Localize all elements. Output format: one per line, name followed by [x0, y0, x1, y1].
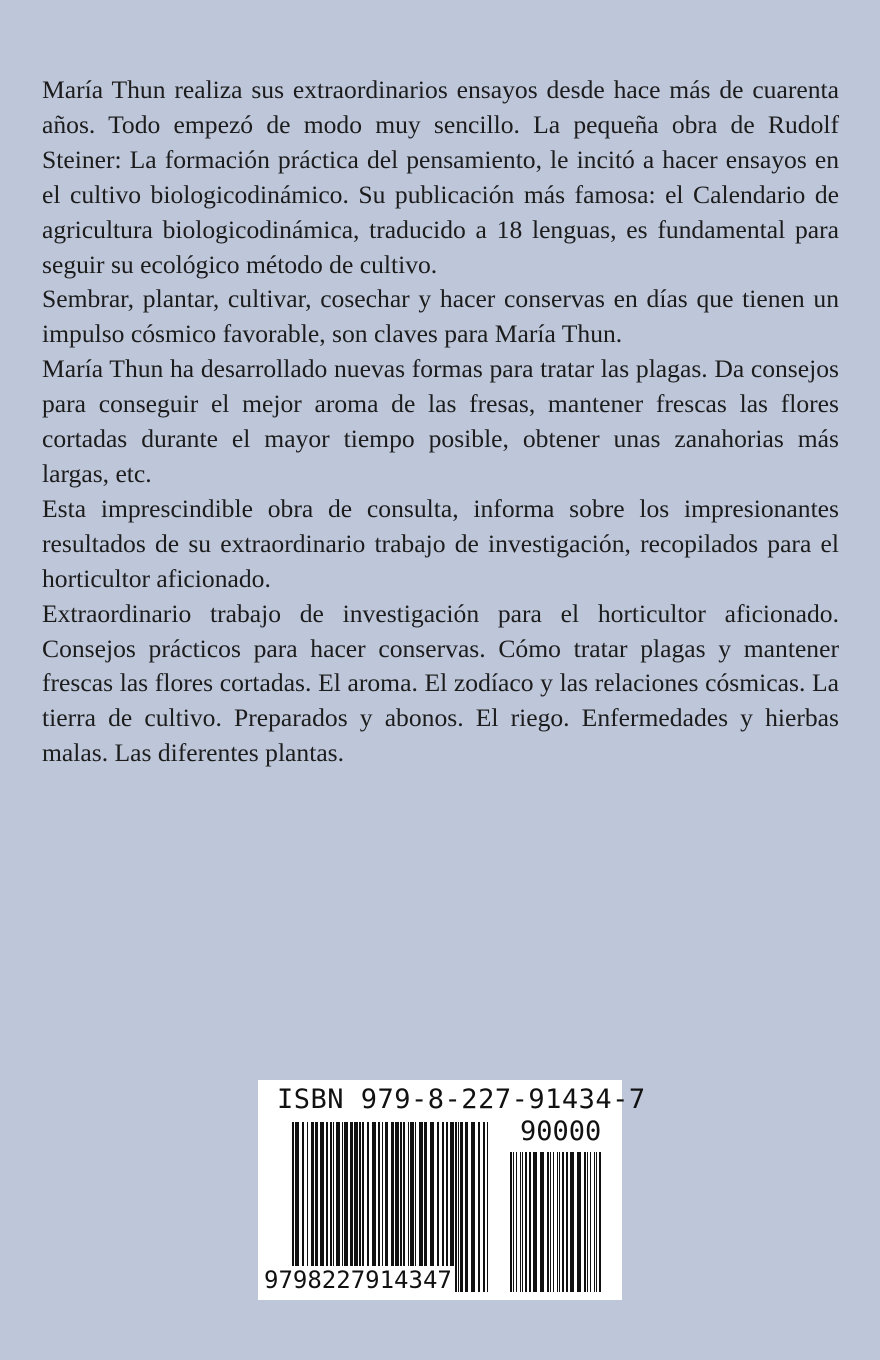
price-barcode-bar	[516, 1152, 517, 1292]
main-barcode-bar	[465, 1122, 468, 1292]
price-barcode-bar	[533, 1152, 537, 1292]
price-barcode-bar	[547, 1152, 549, 1292]
main-barcode-bar	[455, 1122, 457, 1292]
main-barcode-bar	[458, 1122, 459, 1292]
main-barcode-bar	[487, 1122, 488, 1292]
price-barcode-bar	[550, 1152, 551, 1292]
price-barcode-bar	[594, 1152, 595, 1292]
price-barcode-bar	[570, 1152, 574, 1292]
price-barcode-bar	[522, 1152, 523, 1292]
price-barcode-bar	[520, 1152, 521, 1292]
price-barcode-bar	[559, 1152, 560, 1292]
description-paragraph-2: Sembrar, plantar, cultivar, cosechar y hacer conservas en días que tienen un impulso cósmico favorable, son claves para María Thun.	[42, 284, 839, 349]
back-cover-description	[42, 73, 839, 771]
description-paragraph-3: María Thun ha desarrollado nuevas formas para tratar las plagas. Da consejos para conseguir el mejor aroma de las fresas, mantener frescas las flores cortadas durante el mayor tiempo posible, obtener unas zanahorias más largas, etc.	[42, 354, 839, 488]
price-barcode-bar	[584, 1152, 586, 1292]
isbn-label: ISBN 979-8-227-91434-7	[277, 1084, 646, 1115]
price-barcode-bar	[596, 1152, 597, 1292]
price-barcode-bar	[553, 1152, 554, 1292]
price-barcode-bar	[557, 1152, 558, 1292]
price-barcode-bar	[590, 1152, 591, 1292]
description-paragraph-4: Esta imprescindible obra de consulta, informa sobre los impresionantes resultados de su extraordinario trabajo de investigación, recopilados para el horticultor aficionado.	[42, 493, 839, 593]
main-barcode-bar	[460, 1122, 463, 1292]
main-barcode-bar	[471, 1122, 475, 1292]
price-code: 90000	[520, 1116, 602, 1147]
price-barcode-bar	[510, 1152, 512, 1292]
price-barcode-bar	[599, 1152, 601, 1292]
main-barcode-bar	[478, 1122, 480, 1292]
price-barcode-bar	[513, 1152, 514, 1292]
price-barcode-bar	[529, 1152, 531, 1292]
price-barcode-bar	[577, 1152, 581, 1292]
price-barcode-bar	[540, 1152, 544, 1292]
main-barcode-bar	[483, 1122, 485, 1292]
price-barcode-bar	[525, 1152, 527, 1292]
price-barcode-bar	[587, 1152, 588, 1292]
description-paragraph-5: Extraordinario trabajo de investigación para el horticultor aficionado. Consejos prácticos para hacer conservas. Cómo tratar plagas y mantener frescas las flores cortadas. El aroma. El zodíaco y las relaciones cósmicas. La tierra de cultivo. Preparados y abonos. El riego. Enfermedades y hierbas malas. Las diferentes plantas.	[42, 598, 839, 768]
price-barcode-bar	[562, 1152, 564, 1292]
isbn-barcode-box	[258, 1080, 646, 1300]
description-paragraph-1: María Thun realiza sus extraordinarios ensayos desde hace más de cuarenta años. Todo empezó de modo muy sencillo. La pequeña obra de Rudolf Steiner: La formación práctica del pensamiento, le incitó a hacer ensayos en el cultivo biologicodinámico. Su publicación más famosa: el Calendario de agricultura biologicodinámica, traducido a 18 lenguas, es fundamental para seguir su ecológico método de cultivo.	[42, 75, 839, 279]
price-barcode-bar	[566, 1152, 568, 1292]
barcode-digits: 9798227914347	[264, 1266, 452, 1294]
